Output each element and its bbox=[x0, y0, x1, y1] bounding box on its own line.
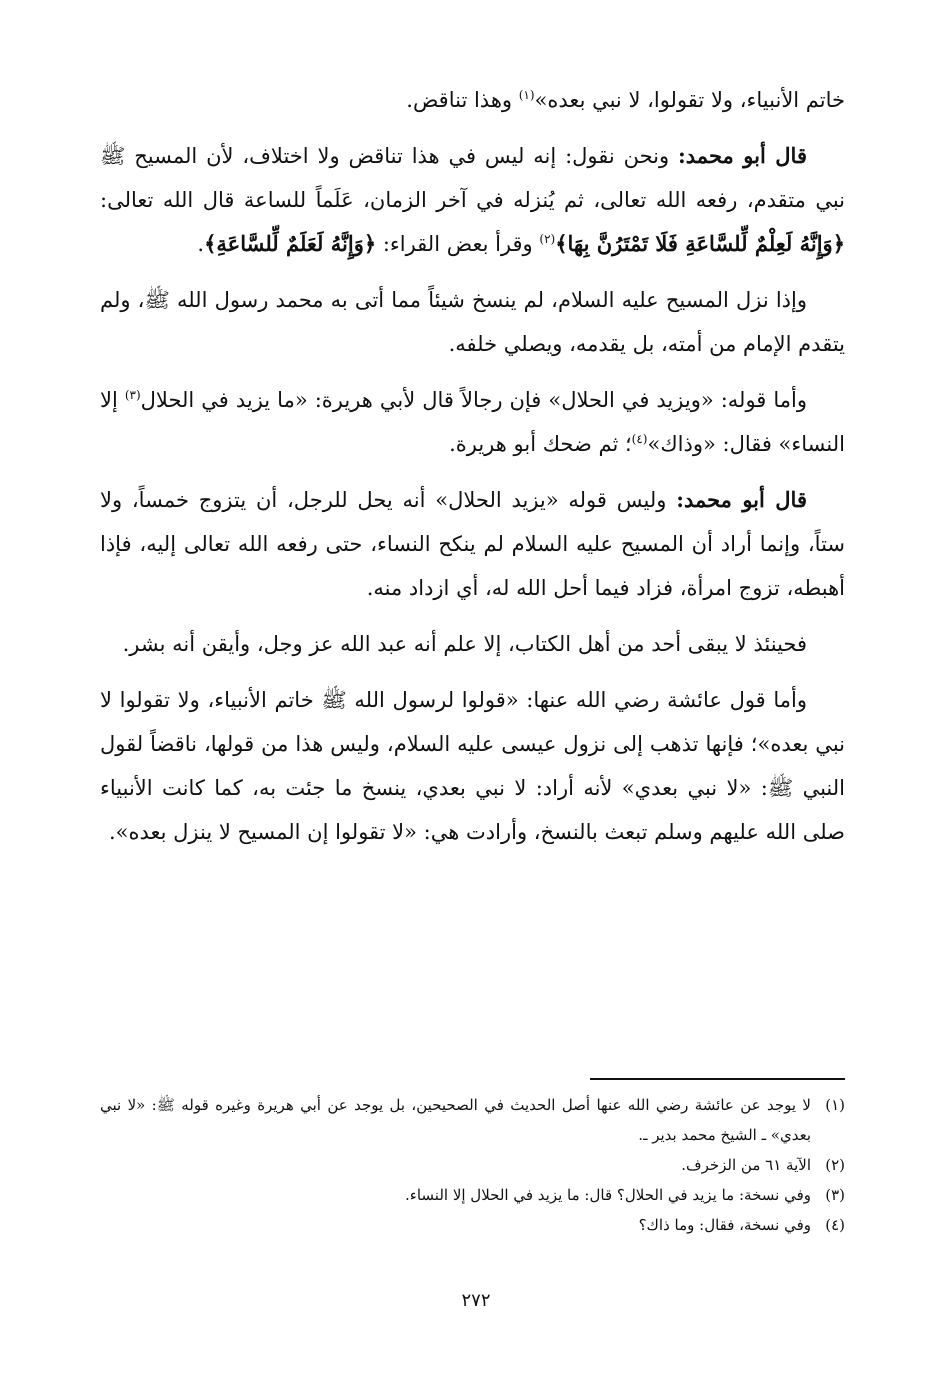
paragraph-6 bbox=[100, 622, 845, 666]
paragraph-text: وإذا نزل المسيح عليه السلام، لم ينسخ شيئاً مما أتى به محمد رسول الله ﷺ، ولم يتقدم الإمام من أمته، بل يقدمه، ويصلي خلفه. bbox=[100, 288, 845, 356]
footnote-2 bbox=[100, 1150, 845, 1180]
paragraph-text: وهذا تناقض. bbox=[406, 88, 519, 112]
footnotes-section bbox=[100, 1078, 845, 1240]
footnote-text: لا يوجد عن عائشة رضي الله عنها أصل الحديث في الصحيحين، بل يوجد عن أبي هريرة وغيره قوله ﷺ: «لا نبي بعدي» ـ الشيخ محمد بدير ـ. bbox=[100, 1096, 811, 1144]
paragraph-text: . bbox=[197, 232, 205, 256]
footnote-divider bbox=[590, 1078, 845, 1080]
footnote-ref-4[interactable]: (٤) bbox=[631, 432, 648, 446]
paragraph-4 bbox=[100, 378, 845, 466]
main-text bbox=[100, 78, 845, 866]
paragraph-text: خاتم الأنبياء، ولا تقولوا، لا نبي بعده» bbox=[534, 88, 845, 112]
paragraph-text: وأما قوله: «ويزيد في الحلال» فإن رجالاً قال لأبي هريرة: «ما يزيد في الحلال bbox=[140, 388, 807, 412]
speaker-label: قال أبو محمد: bbox=[678, 143, 807, 168]
footnote-number: (٣) bbox=[825, 1186, 845, 1204]
footnote-text: الآية ٦١ من الزخرف. bbox=[681, 1156, 811, 1174]
footnote-number: (١) bbox=[825, 1096, 845, 1114]
paragraph-text: وقرأ بعض القراء: bbox=[376, 232, 540, 256]
footnote-ref-2[interactable]: (٢) bbox=[539, 232, 556, 246]
footnote-1 bbox=[100, 1090, 845, 1150]
footnote-number: (٢) bbox=[825, 1156, 845, 1174]
paragraph-7 bbox=[100, 678, 845, 854]
footnote-3 bbox=[100, 1180, 845, 1210]
paragraph-text: ؛ ثم ضحك أبو هريرة. bbox=[449, 432, 632, 456]
footnote-ref-3[interactable]: (٣) bbox=[124, 388, 141, 402]
paragraph-2 bbox=[100, 134, 845, 266]
footnote-number: (٤) bbox=[825, 1216, 845, 1234]
footnote-text: وفي نسخة: ما يزيد في الحلال؟ قال: ما يزيد في الحلال إلا النساء. bbox=[405, 1186, 811, 1204]
paragraph-text: إلا النساء» فقال: «وذاك» bbox=[100, 388, 845, 456]
speaker-label: قال أبو محمد: bbox=[676, 487, 807, 512]
paragraph-3 bbox=[100, 278, 845, 366]
paragraph-1 bbox=[100, 78, 845, 122]
paragraph-text: وليس قوله «يزيد الحلال» أنه يحل للرجل، أن يتزوج خمساً، ولا ستاً، وإنما أراد أن المسيح عليه السلام لم ينكح النساء، حتى رفعه الله تعالى إليه، فإذا أهبطه، تزوج امرأة، فزاد فيما أحل الله له، أي ازداد منه. bbox=[100, 488, 845, 600]
paragraph-text: وأما قول عائشة رضي الله عنها: «قولوا لرسول الله ﷺ خاتم الأنبياء، ولا تقولوا لا نبي بعده»؛ فإنها تذهب إلى نزول عيسى عليه السلام، وليس هذا من قولها، ناقضاً لقول النبي ﷺ: «لا نبي بعدي» لأنه أراد: لا نبي بعدي، ينسخ ما جئت به، كما كانت الأنبياء صلى الله عليهم وسلم تبعث بالنسخ، وأرادت هي: «لا تقولوا إن المسيح لا ينزل بعده». bbox=[100, 688, 845, 844]
page-number: ٢٧٢ bbox=[461, 1290, 491, 1311]
quran-verse: ﴿وَإِنَّهُ لَعَلَمٌ لِّلسَّاعَةِ﴾ bbox=[204, 231, 377, 256]
footnote-4 bbox=[100, 1210, 845, 1240]
paragraph-text: ونحن نقول: إنه ليس في هذا تناقض ولا اختلاف، لأن المسيح ﷺ نبي متقدم، رفعه الله تعالى، ثم يُنزله في آخر الزمان، عَلَماً للساعة قال الله تعالى: bbox=[100, 144, 845, 212]
paragraph-5 bbox=[100, 478, 845, 610]
footnote-text: وفي نسخة، فقال: وما ذاك؟ bbox=[638, 1216, 811, 1234]
paragraph-text: فحينئذ لا يبقى أحد من أهل الكتاب، إلا علم أنه عبد الله عز وجل، وأيقن أنه بشر. bbox=[122, 632, 807, 656]
quran-verse: ﴿وَإِنَّهُ لَعِلْمٌ لِّلسَّاعَةِ فَلَا تَمْتَرُنَّ بِهَا﴾ bbox=[555, 231, 845, 256]
footnote-ref-1[interactable]: (١) bbox=[518, 88, 535, 102]
